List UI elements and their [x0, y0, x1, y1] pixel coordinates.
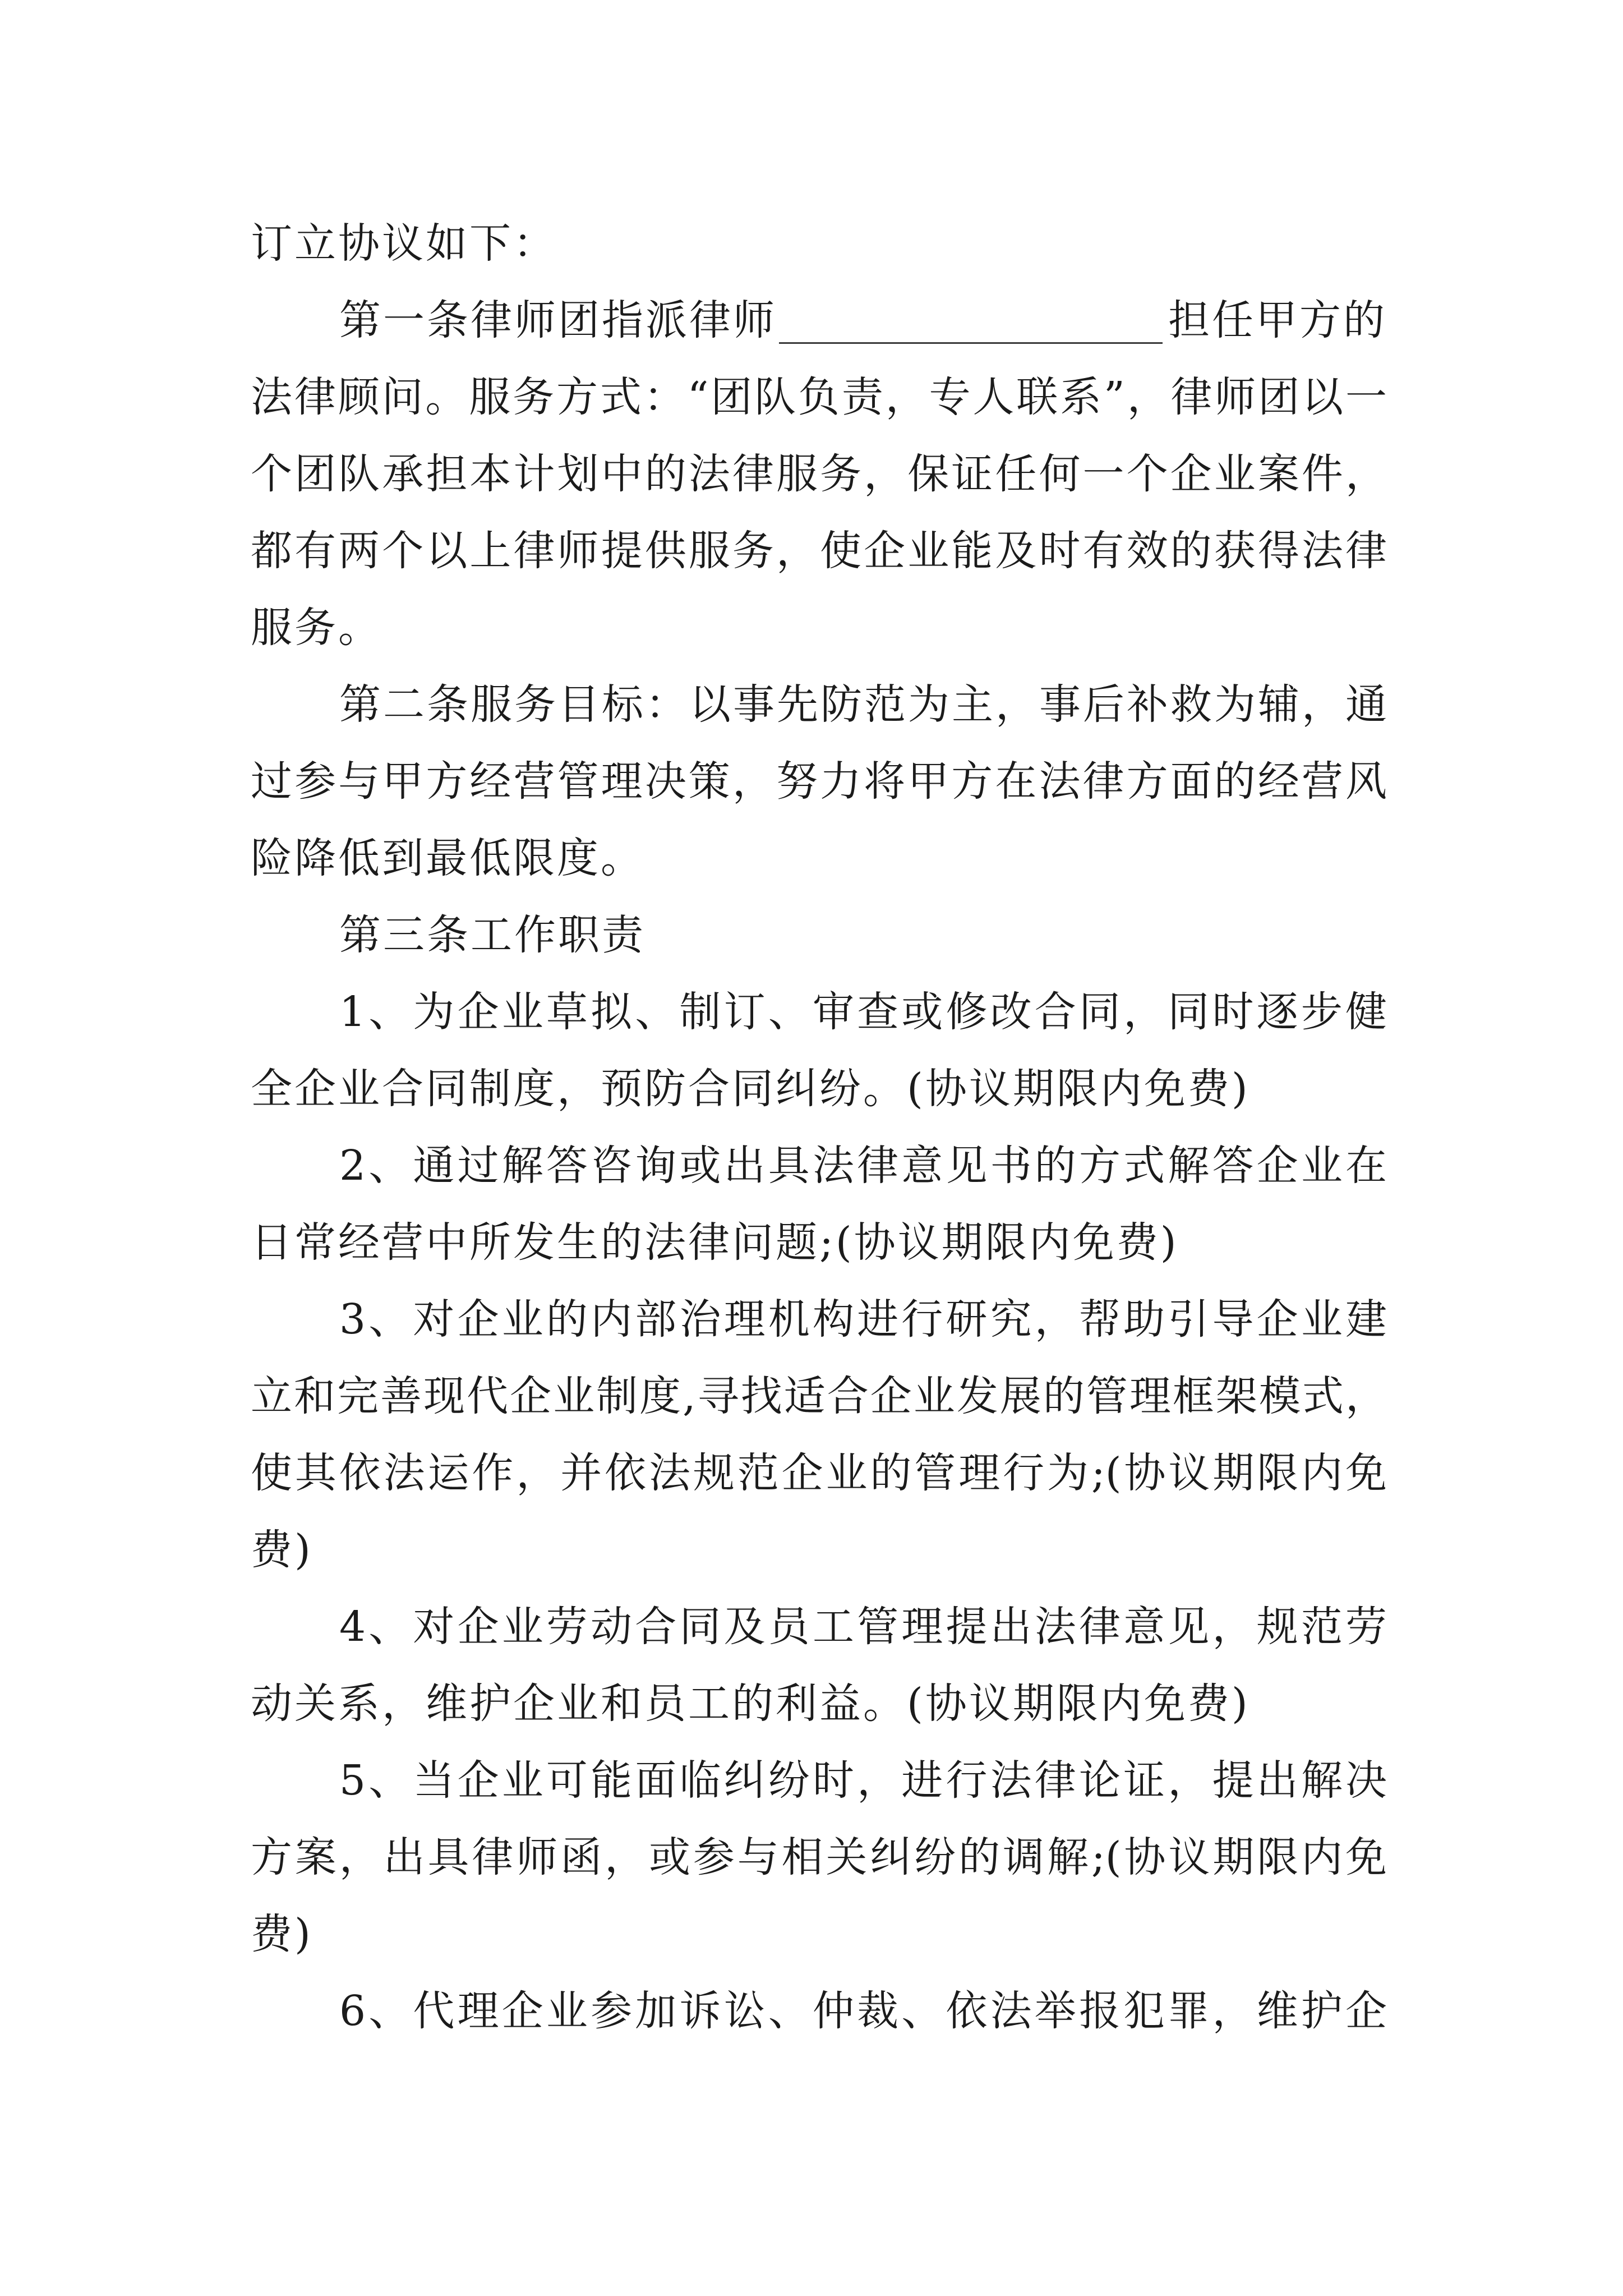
text-line: 立和完善现代企业制度,寻找适合企业发展的管理框架模式， [251, 1372, 1387, 1420]
text-line: 法律顾问。服务方式：“团队负责，专人联系”，律师团以一 [251, 373, 1387, 421]
duty-item-4 [251, 1589, 1387, 1742]
text-line: 全企业合同制度，预防合同纠纷。(协议期限内免费) [251, 1065, 1250, 1113]
text-line: 动关系，维护企业和员工的利益。(协议期限内免费) [251, 1680, 1250, 1728]
text-line: 方案，出具律师函，或参与相关纠纷的调解;(协议期限内免 [251, 1833, 1387, 1881]
paragraph-intro [251, 205, 1387, 282]
text-line: 5、当企业可能面临纠纷时，进行法律论证，提出解决 [339, 1756, 1387, 1805]
text-line: 6、代理企业参加诉讼、仲裁、依法举报犯罪，维护企 [339, 1987, 1387, 2035]
text-line: 订立协议如下： [251, 219, 557, 268]
lawyer-name-blank [779, 302, 1163, 344]
text-line: 都有两个以上律师提供服务，使企业能及时有效的获得法律 [251, 527, 1387, 575]
article-1-trail-text: 担任甲方的 [1168, 296, 1387, 344]
text-line: 日常经营中所发生的法律问题;(协议期限内免费) [251, 1218, 1179, 1267]
paragraph-article-1 [251, 282, 1387, 666]
text-line: 费) [251, 1910, 313, 1958]
paragraph-article-2 [251, 666, 1387, 897]
text-line: 第三条工作职责 [339, 911, 645, 959]
duty-item-2 [251, 1128, 1387, 1281]
paragraph-article-3-heading [251, 897, 1387, 974]
text-line: 3、对企业的内部治理机构进行研究，帮助引导企业建 [339, 1295, 1387, 1343]
text-line: 使其依法运作，并依法规范企业的管理行为;(协议期限内免 [251, 1449, 1387, 1497]
duty-item-3 [251, 1281, 1387, 1589]
text-line: 2、通过解答咨询或出具法律意见书的方式解答企业在 [339, 1142, 1387, 1190]
text-line: 险降低到最低限度。 [251, 834, 644, 882]
duty-item-1 [251, 974, 1387, 1128]
article-1-lead-text: 第一条律师团指派律师 [339, 296, 777, 344]
text-line: 个团队承担本计划中的法律服务，保证任何一个企业案件， [251, 450, 1387, 498]
text-line: 过参与甲方经营管理决策，努力将甲方在法律方面的经营风 [251, 757, 1387, 806]
text-line: 费) [251, 1526, 313, 1574]
document-page [251, 205, 1387, 2050]
duty-item-6 [251, 1973, 1387, 2050]
text-line: 服务。 [251, 604, 382, 652]
text-line-with-blank [251, 282, 1387, 359]
text-line: 1、为企业草拟、制订、审查或修改合同，同时逐步健 [339, 988, 1387, 1036]
text-line: 第二条服务目标：以事先防范为主，事后补救为辅，通 [339, 680, 1387, 729]
text-line: 4、对企业劳动合同及员工管理提出法律意见，规范劳 [339, 1603, 1387, 1651]
duty-item-5 [251, 1742, 1387, 1973]
